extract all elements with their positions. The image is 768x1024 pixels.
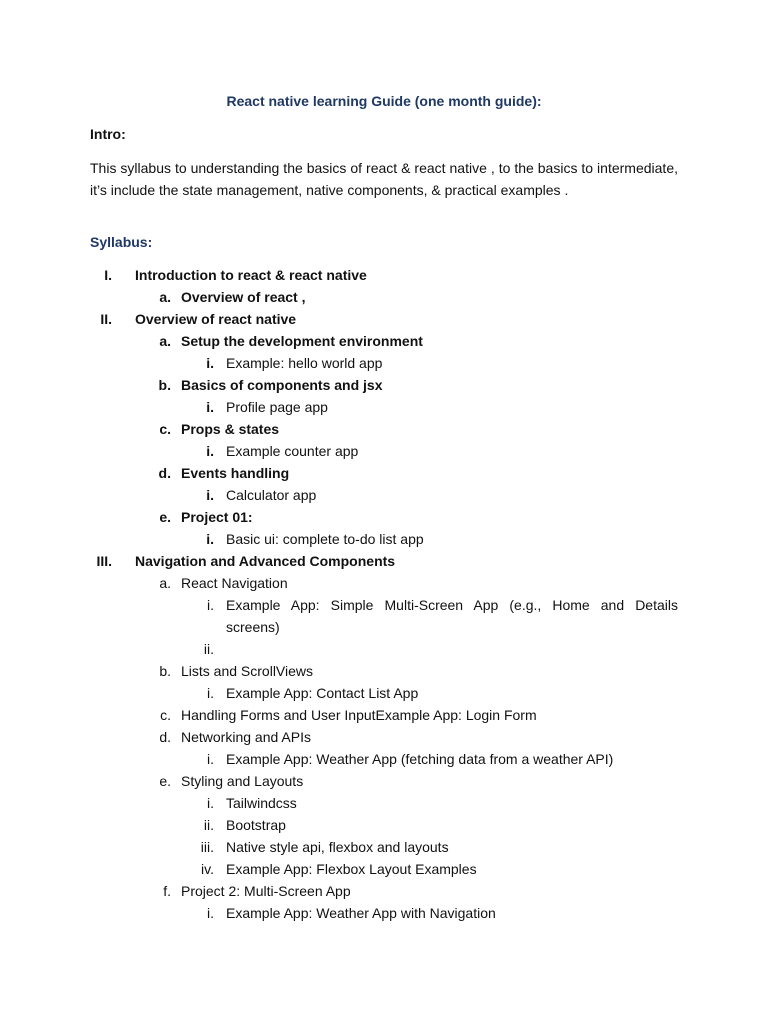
outline-item-text: Calculator app xyxy=(226,487,317,503)
outline-item-level-2 xyxy=(0,418,768,440)
outline-item-number: i. xyxy=(207,685,214,701)
outline-item-level-1 xyxy=(0,264,768,286)
outline-item-level-2 xyxy=(0,374,768,396)
outline-item-number: a. xyxy=(159,575,171,591)
outline-item-text: Overview of react , xyxy=(181,289,306,305)
outline-item-number: iv. xyxy=(201,861,214,877)
outline-item-text: Example App: Simple Multi-Screen App (e.g., Home and Details screens) xyxy=(226,597,678,635)
outline-item-level-3 xyxy=(0,484,768,506)
outline-item-level-3 xyxy=(0,528,768,550)
outline-item-level-2 xyxy=(0,572,768,594)
outline-item-level-3 xyxy=(0,594,768,638)
outline-item-text: Setup the development environment xyxy=(181,333,423,349)
outline-item-number: b. xyxy=(159,663,171,679)
outline-item-level-3 xyxy=(0,352,768,374)
outline-item-number: a. xyxy=(159,289,171,305)
outline-item-level-2 xyxy=(0,330,768,352)
document-title: React native learning Guide (one month guide): xyxy=(226,93,542,109)
outline-item-text: Overview of react native xyxy=(135,311,297,327)
outline-item-text: Introduction to react & react native xyxy=(135,267,367,283)
outline-item-text: Bootstrap xyxy=(226,817,286,833)
outline-item-number: c. xyxy=(159,421,171,437)
outline-item-level-2 xyxy=(0,286,768,308)
outline-item-level-3 xyxy=(0,792,768,814)
outline-item-number: d. xyxy=(159,729,171,745)
outline-item-text: Handling Forms and User InputExample App: Login Form xyxy=(181,707,537,723)
outline-item-level-3 xyxy=(0,858,768,880)
outline-item-level-2 xyxy=(0,726,768,748)
outline-item-number: e. xyxy=(159,773,171,789)
outline-item-number: i. xyxy=(206,487,214,503)
outline-item-text: Native style api, flexbox and layouts xyxy=(226,839,449,855)
outline-item-number: iii. xyxy=(200,839,214,855)
outline-item-text: Example App: Flexbox Layout Examples xyxy=(226,861,477,877)
intro-heading: Intro: xyxy=(90,126,126,142)
outline-item-number: i. xyxy=(206,531,214,547)
outline-item-text: Props & states xyxy=(181,421,280,437)
outline-item-text: React Navigation xyxy=(181,575,288,591)
outline-item-level-3 xyxy=(0,748,768,770)
outline-item-level-2 xyxy=(0,660,768,682)
outline-item-text: Networking and APIs xyxy=(181,729,311,745)
outline-item-number: i. xyxy=(206,399,214,415)
outline-item-level-3 xyxy=(0,396,768,418)
outline-item-number: d. xyxy=(158,465,171,481)
outline-item-text: Profile page app xyxy=(226,399,328,415)
outline-item-number: i. xyxy=(207,597,214,613)
outline-item-text: Example: hello world app xyxy=(226,355,383,371)
outline-item-number: e. xyxy=(159,509,171,525)
outline-item-number: i. xyxy=(207,751,214,767)
outline-item-number: ii. xyxy=(203,641,214,657)
outline-item-level-2 xyxy=(0,770,768,792)
outline-item-number: i. xyxy=(207,905,214,921)
outline-item-text: Events handling xyxy=(181,465,290,481)
outline-item-text: Styling and Layouts xyxy=(181,773,304,789)
outline-item-level-2 xyxy=(0,880,768,902)
outline-item-level-2 xyxy=(0,704,768,726)
outline-item-number: a. xyxy=(159,333,171,349)
syllabus-outline xyxy=(0,264,768,924)
outline-item-number: b. xyxy=(158,377,171,393)
outline-item-number: i. xyxy=(206,355,214,371)
outline-item-text: Example App: Weather App with Navigation xyxy=(226,905,496,921)
outline-item-number: I. xyxy=(104,267,112,283)
outline-item-level-1 xyxy=(0,550,768,572)
outline-item-level-2 xyxy=(0,506,768,528)
outline-item-number: i. xyxy=(206,443,214,459)
outline-item-number: f. xyxy=(163,883,171,899)
outline-item-level-1 xyxy=(0,308,768,330)
outline-item-text: Project 01: xyxy=(181,509,253,525)
outline-item-number: II. xyxy=(100,311,112,327)
outline-item-number: III. xyxy=(96,553,112,569)
outline-item-level-3 xyxy=(0,682,768,704)
outline-item-text: Tailwindcss xyxy=(226,795,297,811)
outline-item-text: Basics of components and jsx xyxy=(181,377,383,393)
outline-item-text: Project 2: Multi-Screen App xyxy=(181,883,351,899)
outline-item-level-3 xyxy=(0,440,768,462)
outline-item-number: ii. xyxy=(203,817,214,833)
outline-item-text: Example counter app xyxy=(226,443,359,459)
outline-item-level-3 xyxy=(0,836,768,858)
outline-item-level-3 xyxy=(0,814,768,836)
outline-item-number: c. xyxy=(160,707,171,723)
syllabus-heading: Syllabus: xyxy=(90,234,153,250)
outline-item-number: i. xyxy=(207,795,214,811)
outline-item-text: Example App: Contact List App xyxy=(226,685,419,701)
outline-item-level-2 xyxy=(0,462,768,484)
outline-item-text: Navigation and Advanced Components xyxy=(135,553,396,569)
outline-item-text: Basic ui: complete to-do list app xyxy=(226,531,424,547)
outline-item-text: Example App: Weather App (fetching data from a weather API) xyxy=(226,751,614,767)
outline-item-text: Lists and ScrollViews xyxy=(181,663,314,679)
outline-item-level-3 xyxy=(0,638,768,660)
outline-item-level-3 xyxy=(0,902,768,924)
intro-paragraph: This syllabus to understanding the basics of react & react native , to the basics to intermediate, it’s include the state management, native components, & practical examples . xyxy=(90,160,678,198)
